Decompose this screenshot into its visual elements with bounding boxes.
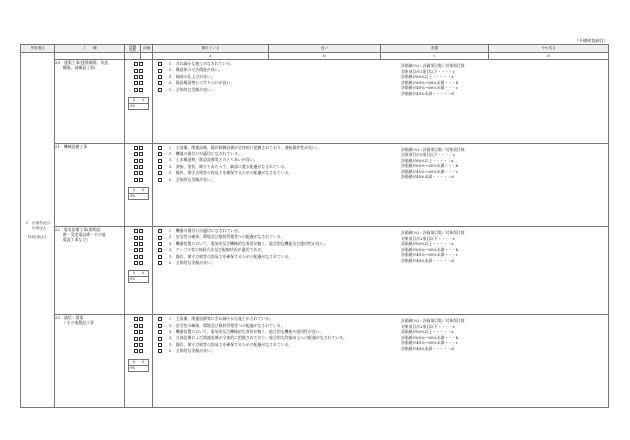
eval-checkbox[interactable] [139, 165, 143, 169]
target-checkbox[interactable] [134, 159, 138, 163]
section-title-line: 23 通信・弱電 [55, 315, 84, 321]
item-text: ２．安全性の確保、環境及び維持管理等への配慮がなされている。 [168, 234, 285, 240]
target-checkbox[interactable] [134, 171, 138, 175]
score-b: 0 [142, 271, 145, 276]
checkbox-row [125, 348, 152, 354]
section-title [55, 60, 125, 144]
item-list [153, 60, 608, 93]
section-items [153, 143, 609, 227]
item-checkbox[interactable] [158, 178, 162, 182]
item-text: ５．全体的な美観が良い。 [168, 86, 215, 92]
item-list [153, 315, 608, 354]
eval-checkbox[interactable] [139, 317, 143, 321]
eval-checkbox[interactable] [139, 81, 143, 85]
grade-row [21, 53, 609, 60]
eval-checkbox[interactable] [139, 75, 143, 79]
header-work-type: 工 種 [55, 45, 125, 53]
eval-checkbox[interactable] [139, 343, 143, 347]
checkbox-group [125, 60, 152, 93]
scoring-rule: 評価値が40%～60%未満・・・c [401, 252, 458, 258]
target-checkbox[interactable] [134, 343, 138, 347]
checkbox-group [125, 315, 152, 354]
section-row [21, 60, 609, 144]
eval-checkbox[interactable] [139, 330, 143, 334]
scoring-rule: 評価値が80%以上・・・・・a [401, 241, 454, 247]
score-box [128, 270, 149, 283]
item-checkbox[interactable] [158, 69, 162, 73]
header-row [21, 45, 609, 53]
score-a: 0 [132, 271, 135, 276]
section-checkboxes [125, 227, 153, 315]
target-checkbox[interactable] [134, 255, 138, 259]
section-title-line: 構築、部構造工事) [55, 65, 96, 71]
item-text: ３．機器装置において、電気的及び機械的な異常が無く、総合的な機能や運用性が良い。 [168, 328, 324, 334]
section-checkboxes [125, 60, 153, 144]
scoring-rule: 評価値(%)＝評価項目数／対象項目数 [401, 318, 465, 324]
eval-checkbox[interactable] [139, 248, 143, 252]
scoring-rule: 対象項目が2項目以下・・・・c [401, 68, 455, 74]
evaluation-item [158, 257, 608, 266]
scoring-rule: 評価値が40%～60%未満・・・c [401, 340, 458, 346]
item-text: ４．既設構造物とのすりつけが良い。 [168, 80, 235, 86]
category-cell [21, 53, 55, 408]
item-checkbox[interactable] [158, 75, 162, 79]
item-checkbox[interactable] [158, 171, 162, 175]
item-checkbox[interactable] [158, 324, 162, 328]
section-items [153, 60, 609, 144]
target-checkbox[interactable] [134, 75, 138, 79]
section-title-line: 備・受変電設備・その他 [55, 232, 106, 238]
item-checkbox[interactable] [158, 343, 162, 347]
header-category: 考査項目 [21, 45, 55, 53]
item-text: ４．ケーブル等の接続方法及び配線状況が適切である。 [168, 247, 265, 253]
header-good: 良い [269, 45, 381, 53]
section-items [153, 227, 609, 315]
section-checkboxes [125, 315, 153, 408]
target-checkbox[interactable] [134, 146, 138, 150]
scoring-rule: 評価値が80%以上・・・・・a [401, 329, 454, 335]
score-a: 0 [132, 187, 135, 192]
scoring-rule: 評価値(%)＝評価項目数／対象項目数 [401, 63, 465, 69]
scoring-rule: 評価値が40%未満・・・・・d [401, 345, 454, 351]
section-title-line: ・その他製品工事 [55, 320, 94, 326]
score-percent: 0% [130, 365, 136, 370]
section-items [153, 315, 609, 408]
grade-d: d [489, 53, 609, 60]
category-line1: ２ 出来形及び [24, 220, 51, 225]
eval-checkbox[interactable] [139, 255, 143, 259]
section-title [55, 315, 125, 408]
target-checkbox[interactable] [134, 330, 138, 334]
eval-checkbox[interactable] [139, 349, 143, 353]
eval-checkbox[interactable] [139, 324, 143, 328]
target-checkbox[interactable] [134, 69, 138, 73]
scoring-rule: 評価値が60%～80%未満・・・b [401, 334, 459, 340]
item-text: ５．操作、保守点検等の容易さを確保するための配慮がなされている。 [168, 253, 293, 259]
evaluation-item [158, 177, 608, 183]
category-line2: 出来ばえ [28, 225, 47, 230]
section-title [55, 227, 125, 315]
scoring-rule: 評価値が60%～80%未満・・・b [401, 163, 459, 169]
score-a: 0 [132, 359, 135, 364]
section-title-line: 電設工事など) [55, 237, 88, 243]
section-title [55, 143, 125, 227]
item-checkbox[interactable] [158, 81, 162, 85]
grade-c: c [381, 53, 489, 60]
header-target: 評価 対象 [125, 45, 141, 53]
section-title-line: 21 機械設備工事 [55, 143, 88, 149]
evaluation-item [158, 345, 608, 354]
item-text: ４．溶接、塗装、締立てあたって、細部に渡る配慮がなされている。 [168, 163, 289, 169]
section-row [21, 315, 609, 408]
item-text: １．機器の据付けが適切になされている。 [168, 228, 242, 234]
target-checkbox[interactable] [134, 236, 138, 240]
item-text: ２．安全性の確保、環境及び維持管理等への配慮がなされている。 [168, 322, 285, 328]
item-text: ６．全体的な美観が良い。 [168, 176, 215, 182]
header-normal: 普通 [381, 45, 489, 53]
item-text: ３．機器装置において、電気的及び機械的な異常が無く、総合的な機能及び運用性が良い。 [168, 240, 328, 246]
section-row [21, 143, 609, 227]
section-title-line: 20 建築工事(建築構築、木造 [55, 60, 109, 66]
item-checkbox[interactable] [158, 229, 162, 233]
score-percent: 0% [130, 193, 136, 198]
checkbox-row [125, 260, 152, 266]
grade-a: a [153, 53, 269, 60]
scoring-rule: 評価値(%)＝評価項目数／対象項目数 [401, 146, 465, 152]
item-checkbox[interactable] [158, 255, 162, 259]
item-text: ５．操作、保守点検等の容易さを確保するための配慮がなされている。 [168, 170, 293, 176]
score-box [128, 97, 149, 110]
item-list [153, 144, 608, 183]
scoring-rule: 評価値が40%未満・・・・・d [401, 90, 454, 96]
header-inferior: やや劣る [489, 45, 609, 53]
target-checkbox[interactable] [134, 317, 138, 321]
score-b: 0 [142, 187, 145, 192]
item-text: ４．当該設備および関連設備が全体的に把握されており、総合的な性能向上への配慮がなされている。 [168, 335, 347, 341]
score-percent: 0% [130, 104, 136, 109]
scoring-rule: 評価値が40%未満・・・・・d [401, 257, 454, 263]
item-checkbox[interactable] [158, 317, 162, 321]
item-text: ６．全体的な美観が良い。 [168, 348, 215, 354]
target-checkbox[interactable] [134, 324, 138, 328]
target-checkbox[interactable] [134, 248, 138, 252]
eval-checkbox[interactable] [139, 62, 143, 66]
scoring-rule: 評価値が40%～60%未満・・・c [401, 85, 458, 91]
item-checkbox[interactable] [158, 236, 162, 240]
scoring-rule: 評価値が80%以上・・・・・a [401, 74, 454, 80]
eval-checkbox[interactable] [139, 229, 143, 233]
header-eval: 評価 [141, 45, 153, 53]
eval-checkbox[interactable] [139, 146, 143, 150]
checkbox-group [125, 144, 152, 183]
item-checkbox[interactable] [158, 62, 162, 66]
header-excellent: 優れている [153, 45, 269, 53]
section-row [21, 227, 609, 315]
score-a: 0 [132, 98, 135, 103]
item-text: ３．土木構造物、既設設備等とのとりあいが良い。 [168, 157, 258, 163]
page-note: （予備検査細目） [574, 38, 608, 43]
category-line3: (3)出来ばえ [27, 234, 48, 239]
scoring-rule: 評価値が60%～80%未満・・・b [401, 246, 459, 252]
item-text: １．きれ細かな施工がなされている。 [168, 61, 235, 67]
target-checkbox[interactable] [134, 165, 138, 169]
item-list [153, 227, 608, 266]
target-checkbox[interactable] [134, 229, 138, 233]
item-text: ３．端部の仕上げが良い。 [168, 73, 215, 79]
score-b: 0 [142, 98, 145, 103]
scoring-rule: 評価値が40%未満・・・・・d [401, 174, 454, 180]
eval-checkbox[interactable] [139, 242, 143, 246]
eval-checkbox[interactable] [139, 178, 143, 182]
target-checkbox[interactable] [134, 261, 138, 265]
checkbox-group [125, 227, 152, 266]
checkbox-row [125, 177, 152, 183]
evaluation-table [20, 44, 609, 408]
grade-b: b [269, 53, 381, 60]
target-checkbox[interactable] [134, 81, 138, 85]
scoring-rule: 対象項目が2項目以下・・・・c [401, 323, 455, 329]
item-checkbox[interactable] [158, 242, 162, 246]
item-checkbox[interactable] [158, 146, 162, 150]
scoring-rule: 評価値が40%～60%未満・・・c [401, 168, 458, 174]
item-checkbox[interactable] [158, 261, 162, 265]
eval-checkbox[interactable] [139, 337, 143, 341]
eval-checkbox[interactable] [139, 152, 143, 156]
eval-checkbox[interactable] [139, 236, 143, 240]
eval-checkbox[interactable] [139, 159, 143, 163]
item-checkbox[interactable] [158, 165, 162, 169]
item-checkbox[interactable] [158, 337, 162, 341]
eval-checkbox[interactable] [139, 171, 143, 175]
score-box [128, 187, 149, 200]
score-box [128, 359, 149, 372]
eval-checkbox[interactable] [139, 88, 143, 92]
item-checkbox[interactable] [158, 88, 162, 92]
item-text: １．主設備、関連設備等にきめ細やかな施工がされている。 [168, 316, 274, 322]
item-checkbox[interactable] [158, 248, 162, 252]
target-checkbox[interactable] [134, 88, 138, 92]
scoring-rule: 評価値(%)＝評価項目数／対象項目数 [401, 230, 465, 236]
score-b: 0 [142, 359, 145, 364]
item-checkbox[interactable] [158, 330, 162, 334]
target-checkbox[interactable] [134, 178, 138, 182]
checkbox-row [125, 87, 152, 93]
item-text: ６．全体的な美観が良い。 [168, 260, 215, 266]
scoring-rule: 対象項目が2項目以下・・・・c [401, 235, 455, 241]
scoring-rule: 評価値が80%以上・・・・・a [401, 157, 454, 163]
item-checkbox[interactable] [158, 349, 162, 353]
eval-checkbox[interactable] [139, 261, 143, 265]
section-title-line: 22 電気設備工事(照明設 [55, 227, 101, 233]
target-checkbox[interactable] [134, 349, 138, 353]
evaluation-item [158, 87, 608, 93]
item-text: １．主設備、関連設備、操作制御設備が全体的に把握されており、運転操作性が良い。 [168, 144, 320, 150]
target-checkbox[interactable] [134, 337, 138, 341]
target-checkbox[interactable] [134, 152, 138, 156]
section-checkboxes [125, 143, 153, 227]
item-text: ５．操作、保守点検等の容易さを確保するための配慮がなされている。 [168, 341, 293, 347]
item-text: ２．構造体の寸法精度が良い。 [168, 67, 223, 73]
eval-checkbox[interactable] [139, 69, 143, 73]
scoring-rule: 対象項目が2項目以下・・・・c [401, 152, 455, 158]
scoring-rule: 評価値が60%～80%未満・・・b [401, 79, 459, 85]
item-checkbox[interactable] [158, 152, 162, 156]
item-checkbox[interactable] [158, 159, 162, 163]
target-checkbox[interactable] [134, 62, 138, 66]
score-percent: 0% [130, 277, 136, 282]
target-checkbox[interactable] [134, 242, 138, 246]
item-text: ２．機器の据付けが適切になされている。 [168, 150, 242, 156]
